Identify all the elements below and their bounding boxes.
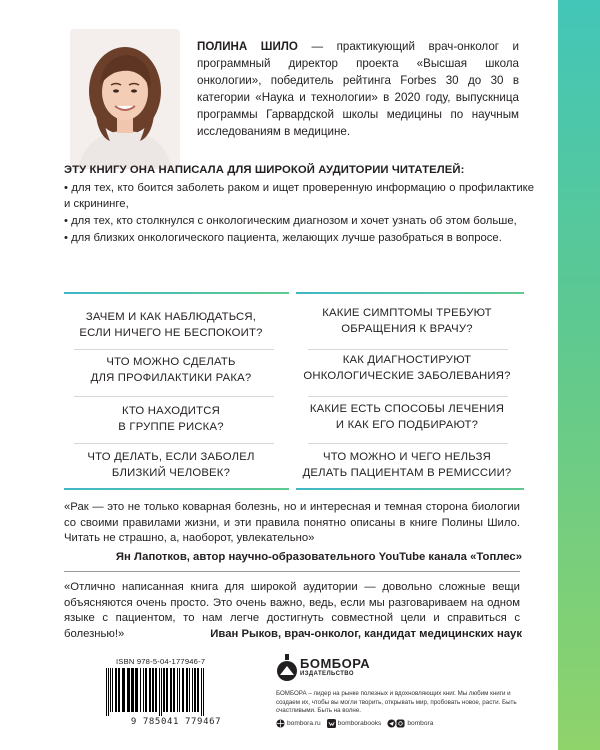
- link-label: bombora: [407, 720, 434, 727]
- question-line: ЧТО ДЕЛАТЬ, ЕСЛИ ЗАБОЛЕЛ: [87, 451, 255, 463]
- question-line: В ГРУППЕ РИСКА?: [118, 420, 224, 433]
- barcode-guard-bar: [108, 668, 109, 716]
- barcode-bar: [122, 668, 125, 712]
- gradient-stripe: [558, 0, 600, 750]
- publisher-name: БОМБОРА: [300, 656, 371, 671]
- divider: [64, 571, 520, 572]
- author-photo: [70, 29, 180, 169]
- barcode-bar: [127, 668, 130, 712]
- barcode-bar: [112, 668, 113, 712]
- list-item: • для тех, кто боится заболеть раком и ищет проверенную информацию о профилактике и скрининге,: [64, 180, 534, 212]
- barcode-bar: [189, 668, 190, 712]
- question-line: БЛИЗКИЙ ЧЕЛОВЕК?: [111, 466, 231, 479]
- barcode-bar: [145, 668, 147, 712]
- question-2: [66, 355, 276, 386]
- accent-rule-right: [296, 292, 524, 294]
- quote-author: Ян Лапотков, автор научно-образовательного YouTube канала «Топлес»: [115, 551, 522, 563]
- quote-text: «Отлично написанная книга для широкой аудитории — довольно сложные вещи объясняются очень просто. Это очень важно, ведь, если мы разговариваем на одном языке с пациентом, то нам легче достигнуть совместной цели и справиться с болезнью!»: [64, 581, 520, 640]
- barcode-bar: [170, 668, 172, 712]
- barcode-guard-bar: [159, 668, 160, 716]
- publisher-links: [276, 719, 433, 728]
- barcode-bar: [197, 668, 199, 712]
- accent-rule-left: [64, 488, 289, 490]
- barcode-bar: [110, 668, 111, 712]
- social-icons: [387, 719, 405, 728]
- question-4: [66, 404, 276, 435]
- globe-icon: [276, 719, 285, 728]
- list-item: • для тех, кто столкнулся с онкологическим диагнозом и хочет узнать об этом больше,: [64, 213, 534, 229]
- barcode-bar: [182, 668, 184, 712]
- social-link[interactable]: [387, 719, 433, 728]
- question-line: И КАК ЕГО ПОДБИРАЮТ?: [335, 418, 479, 431]
- quote-text: «Рак — это не только коварная болезнь, но и интересная и темная сторона биологии со своими правилами жизни, и эти правила понятно описаны в книге Полины Шило. Читать не страшно, а, наоборот, увлекательно»: [64, 501, 520, 544]
- question-line: ЧТО МОЖНО И ЧЕГО НЕЛЬЗЯ: [323, 451, 491, 463]
- barcode-bar: [140, 668, 141, 712]
- barcode-digits: 9 785041 779467: [130, 717, 222, 727]
- barcode-bar: [131, 668, 134, 712]
- barcode-guard-bar: [203, 668, 204, 716]
- audience-section: [64, 164, 534, 247]
- divider: [74, 349, 274, 350]
- divider: [308, 396, 508, 397]
- question-line: ЕСЛИ НИЧЕГО НЕ БЕСПОКОИТ?: [79, 326, 263, 339]
- audience-heading: ЭТУ КНИГУ ОНА НАПИСАЛА ДЛЯ ШИРОКОЙ АУДИТОРИИ ЧИТАТЕЛЕЙ:: [64, 164, 465, 176]
- question-1: [302, 306, 512, 337]
- link-label: bombora.ru: [287, 720, 321, 727]
- question-line: КАКИЕ ЕСТЬ СПОСОБЫ ЛЕЧЕНИЯ: [309, 403, 505, 415]
- barcode-bar: [115, 668, 117, 712]
- question-line: ОНКОЛОГИЧЕСКИЕ ЗАБОЛЕВАНИЯ?: [303, 369, 511, 382]
- author-name: ПОЛИНА ШИЛО: [197, 40, 298, 53]
- barcode-guard-bar: [201, 668, 202, 716]
- barcode-guard-bar: [106, 668, 107, 716]
- link-label: bomborabooks: [337, 720, 382, 727]
- author-bio-text: — практикующий врач-онколог и программный директор проекта «Высшая школа онкологии», победитель рейтинга Forbes 30 до 30 в категории «Наука и технологии» в 2020 году, выпускница программы Гарвардской школы медицины по научным исследованиям в медицине.: [197, 40, 520, 138]
- question-line: ЗАЧЕМ И КАК НАБЛЮДАТЬСЯ,: [85, 311, 257, 323]
- vk-link[interactable]: [327, 719, 382, 728]
- question-line: ЧТО МОЖНО СДЕЛАТЬ: [106, 356, 236, 368]
- website-link[interactable]: [276, 719, 321, 728]
- author-bio: [197, 38, 519, 140]
- question-line: КАК ДИАГНОСТИРУЮТ: [342, 354, 472, 366]
- bombora-logo-icon: [276, 654, 298, 684]
- barcode-bar: [173, 668, 175, 712]
- barcode-bar: [135, 668, 138, 712]
- barcode-bar: [179, 668, 180, 712]
- barcode-bar: [186, 668, 188, 712]
- barcode-guard-bar: [161, 668, 162, 716]
- barcode-bar: [177, 668, 178, 712]
- audience-list: [64, 180, 534, 246]
- barcode-bar: [149, 668, 151, 712]
- barcode-bar: [192, 668, 193, 712]
- question-7: [302, 450, 512, 481]
- publisher-subtitle: ИЗДАТЕЛЬСТВО: [300, 671, 354, 677]
- barcode-bar: [194, 668, 196, 712]
- question-5: [302, 402, 512, 433]
- accent-rule-left: [64, 292, 289, 294]
- barcode-bar: [118, 668, 120, 712]
- quote-author: Иван Рыков, врач-онколог, кандидат медицинских наук: [210, 628, 522, 640]
- divider: [74, 443, 274, 444]
- question-0: [66, 310, 276, 341]
- barcode-bar: [152, 668, 154, 712]
- isbn-label: ISBN 978-5-04-177946-7: [116, 657, 206, 666]
- divider: [308, 443, 508, 444]
- question-line: КТО НАХОДИТСЯ: [122, 405, 220, 417]
- question-line: ДЕЛАТЬ ПАЦИЕНТАМ В РЕМИССИИ?: [302, 466, 512, 479]
- barcode-bar: [155, 668, 157, 712]
- question-6: [66, 450, 276, 481]
- question-line: ДЛЯ ПРОФИЛАКТИКИ РАКА?: [90, 371, 252, 384]
- divider: [308, 349, 508, 350]
- question-line: КАКИЕ СИМПТОМЫ ТРЕБУЮТ: [322, 307, 492, 319]
- vk-icon: [327, 719, 336, 728]
- question-line: ОБРАЩЕНИЯ К ВРАЧУ?: [341, 322, 473, 335]
- accent-rule-right: [296, 488, 524, 490]
- barcode-bar: [163, 668, 165, 712]
- barcode-bar: [166, 668, 168, 712]
- list-item: • для близких онкологического пациента, желающих лучше разобраться в вопросе.: [64, 230, 534, 246]
- barcode-bar: [143, 668, 144, 712]
- barcode: [100, 668, 252, 718]
- divider: [74, 396, 274, 397]
- question-3: [302, 353, 512, 384]
- publisher-description: БОМБОРА – лидер на рынке полезных и вдохновляющих книг. Мы любим книги и создаем их, чтобы вы могли творить, открывать мир, пробовать новое, расти. Быть счастливыми. Быть на волне.: [276, 690, 517, 714]
